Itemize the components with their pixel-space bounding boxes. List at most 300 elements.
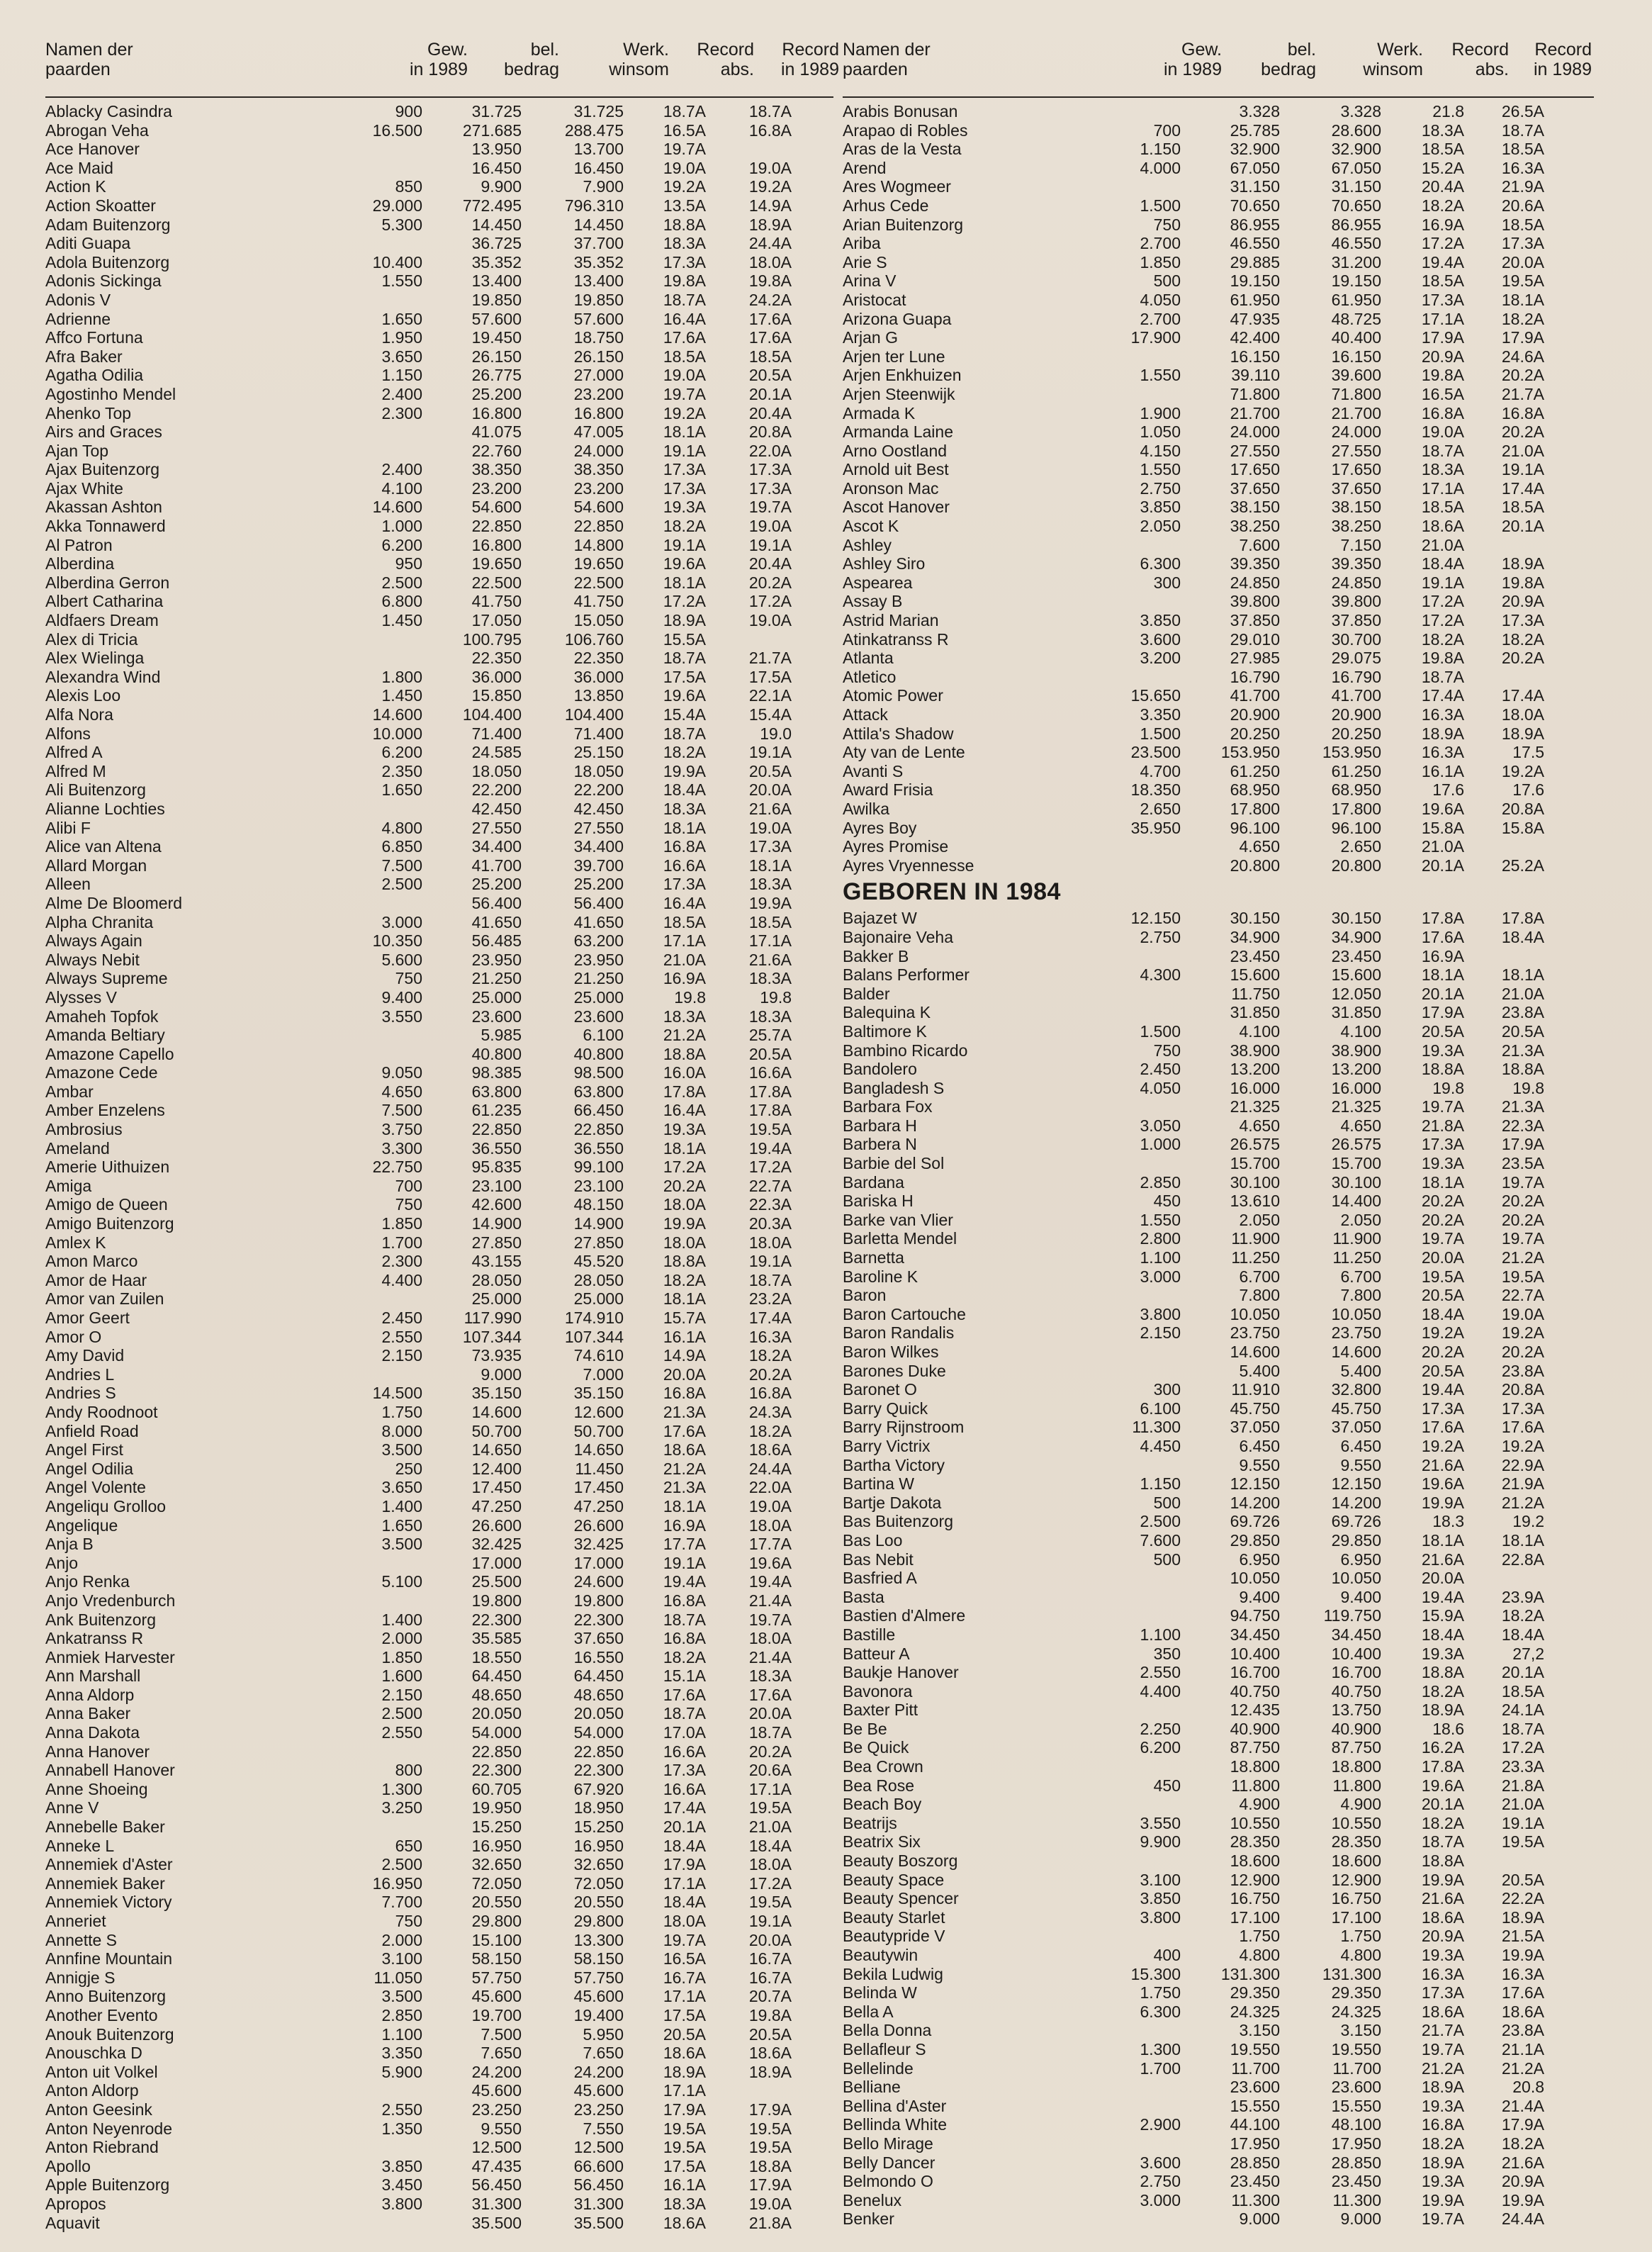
table-row bbox=[45, 479, 833, 498]
cell-werk: 22.500 bbox=[573, 573, 624, 592]
cell-bel: 11.900 bbox=[1231, 1229, 1280, 1248]
cell-name: Arnold uit Best bbox=[843, 460, 949, 479]
cell-name: Bellina d'Aster bbox=[843, 2096, 947, 2115]
table-row bbox=[45, 951, 833, 970]
cell-werk: 16.750 bbox=[1331, 1889, 1381, 1908]
cell-gew: 2.850 bbox=[381, 2005, 422, 2024]
cell-rec-abs: 17.5A bbox=[663, 2005, 706, 2024]
cell-rec-abs: 19.3A bbox=[1421, 2172, 1464, 2191]
cell-bel: 63.800 bbox=[471, 1082, 522, 1101]
cell-rec-1989: 19.2 bbox=[1512, 1512, 1544, 1531]
cell-name: Abrogan Veha bbox=[45, 121, 149, 140]
cell-name: Ankatranss R bbox=[45, 1629, 144, 1648]
cell-rec-1989: 17.9A bbox=[1501, 328, 1544, 347]
cell-rec-abs: 16.3A bbox=[1421, 1964, 1464, 1983]
header-werk-line1: Werk. bbox=[623, 40, 669, 60]
cell-bel: 13.200 bbox=[1230, 1060, 1280, 1079]
cell-bel: 14.900 bbox=[471, 1214, 522, 1233]
cell-name: Akassan Ashton bbox=[45, 498, 162, 517]
table-row bbox=[843, 780, 1594, 800]
cell-werk: 3.150 bbox=[1340, 2021, 1381, 2040]
cell-werk: 31.300 bbox=[573, 2194, 624, 2213]
cell-bel: 25.000 bbox=[471, 1289, 522, 1309]
cell-werk: 56.400 bbox=[573, 893, 624, 912]
cell-bel: 16.800 bbox=[471, 535, 522, 554]
cell-name: Balequina K bbox=[843, 1003, 931, 1022]
cell-rec-abs: 19.8 bbox=[674, 987, 706, 1007]
cell-werk: 71.800 bbox=[1331, 384, 1381, 403]
cell-rec-1989: 20.1A bbox=[1501, 517, 1544, 536]
cell-rec-abs: 17.0A bbox=[663, 1723, 706, 1742]
cell-bel: 22.500 bbox=[471, 573, 522, 592]
cell-rec-1989: 18.2A bbox=[748, 1421, 792, 1440]
cell-bel: 29.010 bbox=[1230, 629, 1280, 649]
cell-rec-abs: 18.2A bbox=[663, 743, 706, 762]
cell-gew: 3.550 bbox=[1140, 1813, 1181, 1832]
table-row bbox=[843, 385, 1594, 404]
cell-bel: 10.400 bbox=[1230, 1644, 1280, 1663]
cell-name: Barbera N bbox=[843, 1135, 917, 1154]
cell-bel: 19.450 bbox=[471, 328, 522, 347]
table-row bbox=[843, 2134, 1594, 2153]
table-row bbox=[45, 1026, 833, 1045]
cell-bel: 23.600 bbox=[471, 1007, 522, 1026]
cell-gew: 2.550 bbox=[381, 2100, 422, 2119]
cell-bel: 98.385 bbox=[471, 1063, 522, 1082]
cell-bel: 21.700 bbox=[1230, 403, 1280, 422]
cell-werk: 37.050 bbox=[1331, 1418, 1381, 1437]
cell-bel: 38.350 bbox=[471, 460, 522, 479]
cell-werk: 28.850 bbox=[1331, 2153, 1381, 2172]
table-row bbox=[843, 442, 1594, 461]
table-row bbox=[843, 1757, 1594, 1776]
cell-bel: 38.150 bbox=[1230, 498, 1280, 517]
cell-rec-abs: 21.6A bbox=[1421, 1455, 1464, 1474]
cell-gew: 1.750 bbox=[381, 1402, 422, 1421]
cell-bel: 37.050 bbox=[1230, 1418, 1280, 1437]
cell-werk: 1.750 bbox=[1340, 1927, 1381, 1946]
cell-rec-1989: 20.7A bbox=[748, 1987, 792, 2006]
cell-gew: 3.750 bbox=[381, 1120, 422, 1139]
table-row bbox=[45, 422, 833, 442]
cell-gew: 2.250 bbox=[1140, 1719, 1181, 1738]
cell-rec-1989: 19.0A bbox=[748, 2194, 792, 2213]
table-row bbox=[843, 705, 1594, 724]
cell-rec-1989: 18.2A bbox=[748, 1346, 792, 1365]
cell-gew: 2.300 bbox=[381, 403, 422, 422]
cell-werk: 69.726 bbox=[1331, 1512, 1381, 1531]
cell-bel: 41.750 bbox=[471, 592, 522, 611]
cell-bel: 23.750 bbox=[1230, 1323, 1280, 1343]
cell-rec-1989: 19.9A bbox=[1501, 2190, 1544, 2209]
header-rec-1989-line2: in 1989 bbox=[1533, 60, 1592, 79]
cell-name: Barbie del Sol bbox=[843, 1154, 945, 1173]
table-row bbox=[45, 366, 833, 385]
cell-rec-abs: 18.7A bbox=[663, 290, 706, 309]
cell-name: Amor O bbox=[45, 1327, 102, 1346]
cell-rec-1989: 18.3A bbox=[748, 1666, 792, 1686]
cell-bel: 42.400 bbox=[1230, 328, 1280, 347]
cell-rec-abs: 21.2A bbox=[663, 1459, 706, 1478]
cell-bel: 104.400 bbox=[462, 705, 522, 724]
cell-gew: 2.050 bbox=[1140, 517, 1181, 536]
cell-werk: 54.600 bbox=[573, 498, 624, 517]
cell-name: Ajax Buitenzorg bbox=[45, 460, 160, 479]
table-row bbox=[45, 2044, 833, 2063]
cell-rec-1989: 21.6A bbox=[1501, 2153, 1544, 2172]
cell-rec-abs: 16.9A bbox=[1421, 946, 1464, 965]
cell-name: Arabis Bonusan bbox=[843, 102, 958, 121]
cell-bel: 37.850 bbox=[1230, 611, 1280, 630]
cell-rec-1989: 17.6A bbox=[748, 309, 792, 328]
cell-gew: 1.100 bbox=[1140, 1625, 1181, 1644]
cell-werk: 40.800 bbox=[573, 1044, 624, 1063]
table-row bbox=[45, 2138, 833, 2157]
cell-bel: 69.726 bbox=[1230, 1512, 1280, 1531]
cell-rec-abs: 18.4A bbox=[1421, 1304, 1464, 1323]
cell-rec-abs: 16.9A bbox=[663, 1516, 706, 1535]
cell-rec-abs: 18.8A bbox=[1421, 1663, 1464, 1682]
cell-werk: 7.650 bbox=[583, 2044, 624, 2063]
cell-werk: 13.750 bbox=[1331, 1701, 1381, 1720]
cell-gew: 16.950 bbox=[372, 1873, 422, 1893]
table-row bbox=[843, 2097, 1594, 2116]
cell-werk: 23.200 bbox=[573, 384, 624, 403]
cell-bel: 28.050 bbox=[471, 1270, 522, 1289]
cell-bel: 7.600 bbox=[1239, 535, 1280, 554]
cell-rec-1989: 19.6A bbox=[748, 1553, 792, 1572]
cell-rec-1989: 19.0A bbox=[748, 611, 792, 630]
cell-rec-abs: 20.9A bbox=[1421, 347, 1464, 366]
cell-bel: 6.450 bbox=[1239, 1436, 1280, 1455]
cell-werk: 30.100 bbox=[1331, 1172, 1381, 1192]
cell-name: Bastien d'Almere bbox=[843, 1606, 966, 1625]
cell-gew: 2.000 bbox=[381, 1930, 422, 1949]
table-row bbox=[843, 2002, 1594, 2022]
cell-rec-1989: 17.6A bbox=[1501, 1983, 1544, 2002]
table-row bbox=[45, 140, 833, 159]
cell-werk: 38.150 bbox=[1331, 498, 1381, 517]
table-row bbox=[843, 2078, 1594, 2097]
cell-rec-abs: 18.1A bbox=[663, 1496, 706, 1516]
cell-bel: 16.750 bbox=[1230, 1889, 1280, 1908]
cell-rec-abs: 17.9A bbox=[1421, 1003, 1464, 1022]
cell-name: Attila's Shadow bbox=[843, 724, 954, 743]
cell-bel: 22.850 bbox=[471, 517, 522, 536]
table-row bbox=[45, 1365, 833, 1384]
cell-bel: 35.352 bbox=[471, 252, 522, 271]
cell-rec-abs: 16.8A bbox=[663, 1591, 706, 1610]
cell-rec-abs: 19.1A bbox=[663, 441, 706, 460]
cell-bel: 61.950 bbox=[1230, 290, 1280, 309]
cell-bel: 32.650 bbox=[471, 1855, 522, 1874]
cell-bel: 71.800 bbox=[1230, 384, 1280, 403]
cell-werk: 17.650 bbox=[1331, 460, 1381, 479]
cell-bel: 46.550 bbox=[1230, 234, 1280, 253]
cell-name: Akka Tonnawerd bbox=[45, 517, 166, 536]
table-row bbox=[843, 1135, 1594, 1154]
cell-rec-1989: 19.0A bbox=[748, 818, 792, 837]
cell-gew: 1.300 bbox=[1140, 2039, 1181, 2058]
cell-rec-1989: 17.2A bbox=[748, 1873, 792, 1893]
cell-rec-1989: 16.7A bbox=[748, 1968, 792, 1987]
cell-name: Amor van Zuilen bbox=[45, 1289, 164, 1309]
cell-gew: 2.450 bbox=[381, 1309, 422, 1327]
table-row bbox=[843, 1248, 1594, 1267]
cell-werk: 99.100 bbox=[573, 1158, 624, 1177]
cell-bel: 10.550 bbox=[1230, 1813, 1280, 1832]
cell-rec-1989: 23.8A bbox=[1501, 2021, 1544, 2040]
table-row bbox=[843, 1173, 1594, 1192]
cell-name: Beautypride V bbox=[843, 1927, 945, 1946]
cell-rec-abs: 19.7A bbox=[663, 1930, 706, 1949]
cell-rec-1989: 19.5A bbox=[748, 2119, 792, 2138]
table-row bbox=[843, 1192, 1594, 1211]
cell-rec-abs: 17.2A bbox=[663, 592, 706, 611]
cell-gew: 3.600 bbox=[1140, 629, 1181, 649]
cell-rec-abs: 15.1A bbox=[663, 1666, 706, 1686]
cell-rec-abs: 18.7A bbox=[663, 724, 706, 743]
cell-werk: 71.400 bbox=[573, 724, 624, 743]
cell-gew: 5.300 bbox=[381, 215, 422, 234]
cell-gew: 500 bbox=[1153, 271, 1181, 291]
cell-werk: 37.700 bbox=[573, 234, 624, 253]
cell-rec-1989: 18.3A bbox=[748, 969, 792, 988]
cell-rec-1989: 19.8A bbox=[748, 2005, 792, 2024]
cell-rec-1989: 22.1A bbox=[748, 686, 792, 705]
table-row bbox=[843, 909, 1594, 928]
cell-name: Amigo Buitenzorg bbox=[45, 1214, 174, 1233]
cell-rec-1989: 17.9A bbox=[1501, 1135, 1544, 1154]
table-row bbox=[45, 1403, 833, 1422]
cell-gew: 1.050 bbox=[1140, 422, 1181, 442]
cell-werk: 13.400 bbox=[573, 271, 624, 291]
cell-werk: 45.600 bbox=[573, 2081, 624, 2100]
table-row bbox=[45, 2195, 833, 2214]
table-row bbox=[45, 1591, 833, 1610]
cell-bel: 16.800 bbox=[471, 403, 522, 422]
cell-rec-1989: 24.2A bbox=[748, 290, 792, 309]
cell-rec-abs: 18.1A bbox=[663, 573, 706, 592]
cell-rec-abs: 17.1A bbox=[663, 2081, 706, 2100]
cell-rec-abs: 20.2A bbox=[1421, 1210, 1464, 1229]
cell-bel: 24.325 bbox=[1230, 2002, 1280, 2021]
cell-rec-abs: 18.7A bbox=[663, 649, 706, 668]
header-gew-line2: in 1989 bbox=[409, 60, 468, 79]
cell-bel: 1.750 bbox=[1239, 1927, 1280, 1946]
cell-name: Bandolero bbox=[843, 1060, 917, 1079]
cell-bel: 19.150 bbox=[1230, 271, 1280, 291]
cell-bel: 27.985 bbox=[1230, 649, 1280, 668]
cell-name: Anne Shoeing bbox=[45, 1779, 148, 1798]
cell-werk: 29.075 bbox=[1331, 649, 1381, 668]
cell-rec-1989: 18.9A bbox=[1501, 1908, 1544, 1927]
table-row bbox=[843, 985, 1594, 1004]
cell-bel: 40.800 bbox=[471, 1044, 522, 1063]
cell-bel: 25.200 bbox=[471, 875, 522, 894]
cell-rec-abs: 18.9A bbox=[1421, 2153, 1464, 2172]
cell-rec-abs: 19.3A bbox=[663, 498, 706, 517]
cell-werk: 174.910 bbox=[564, 1309, 624, 1327]
cell-gew: 1.500 bbox=[1140, 1021, 1181, 1041]
cell-werk: 6.950 bbox=[1340, 1550, 1381, 1569]
cell-gew: 7.500 bbox=[381, 1101, 422, 1120]
cell-rec-1989: 19.2A bbox=[1501, 761, 1544, 780]
cell-name: Anno Buitenzorg bbox=[45, 1987, 167, 2006]
cell-gew: 500 bbox=[1153, 1493, 1181, 1512]
cell-rec-1989: 19.5A bbox=[1501, 1267, 1544, 1286]
cell-name: Belly Dancer bbox=[843, 2153, 935, 2172]
cell-gew: 1.300 bbox=[381, 1779, 422, 1798]
cell-name: Amon Marco bbox=[45, 1252, 138, 1271]
cell-rec-abs: 21.6A bbox=[1421, 1550, 1464, 1569]
cell-name: Andy Roodnoot bbox=[45, 1402, 158, 1421]
table-row bbox=[45, 121, 833, 140]
cell-bel: 56.400 bbox=[471, 893, 522, 912]
cell-bel: 15.550 bbox=[1230, 2096, 1280, 2115]
cell-rec-abs: 19.6A bbox=[663, 686, 706, 705]
cell-gew: 14.600 bbox=[372, 705, 422, 724]
table-row bbox=[45, 1007, 833, 1026]
cell-rec-1989: 20.2A bbox=[1501, 649, 1544, 668]
cell-name: Belliane bbox=[843, 2078, 901, 2097]
cell-rec-1989: 22.3A bbox=[1501, 1116, 1544, 1135]
cell-werk: 40.400 bbox=[1331, 328, 1381, 347]
cell-werk: 16.790 bbox=[1331, 667, 1381, 686]
table-row bbox=[45, 1422, 833, 1441]
cell-werk: 37.650 bbox=[573, 1629, 624, 1648]
cell-rec-abs: 18.3A bbox=[1421, 121, 1464, 140]
cell-gew: 14.500 bbox=[372, 1384, 422, 1403]
cell-bel: 86.955 bbox=[1230, 215, 1280, 234]
cell-werk: 14.450 bbox=[573, 215, 624, 234]
cell-werk: 24.000 bbox=[1331, 422, 1381, 442]
cell-name: Arjan G bbox=[843, 328, 898, 347]
cell-werk: 41.650 bbox=[573, 912, 624, 931]
cell-gew: 2.550 bbox=[381, 1327, 422, 1346]
cell-rec-1989: 21.4A bbox=[1501, 2096, 1544, 2115]
cell-bel: 19.950 bbox=[471, 1798, 522, 1817]
cell-name: Anouschka D bbox=[45, 2044, 142, 2063]
cell-name: Beach Boy bbox=[843, 1795, 922, 1814]
cell-rec-1989: 20.8A bbox=[1501, 1380, 1544, 1399]
cell-rec-1989: 18.9A bbox=[748, 215, 792, 234]
cell-werk: 47.005 bbox=[573, 422, 624, 442]
cell-name: Ace Maid bbox=[45, 158, 113, 177]
cell-gew: 3.850 bbox=[1140, 611, 1181, 630]
cell-werk: 35.500 bbox=[573, 2213, 624, 2232]
cell-bel: 15.100 bbox=[471, 1930, 522, 1949]
cell-bel: 28.850 bbox=[1230, 2153, 1280, 2172]
table-row bbox=[45, 1478, 833, 1497]
cell-rec-abs: 16.3A bbox=[1421, 705, 1464, 724]
cell-werk: 11.300 bbox=[1332, 2190, 1381, 2209]
cell-bel: 29.885 bbox=[1230, 252, 1280, 271]
cell-name: Bartje Dakota bbox=[843, 1493, 942, 1512]
header-gew-line2: in 1989 bbox=[1163, 60, 1222, 79]
cell-rec-1989: 18.1A bbox=[1501, 1530, 1544, 1550]
cell-rec-abs: 17.3A bbox=[1421, 1135, 1464, 1154]
cell-gew: 6.800 bbox=[381, 592, 422, 611]
cell-rec-abs: 20.0A bbox=[1421, 1569, 1464, 1588]
cell-name: Barnetta bbox=[843, 1248, 904, 1267]
cell-gew: 6.850 bbox=[381, 837, 422, 856]
cell-name: Anne V bbox=[45, 1798, 99, 1817]
cell-gew: 3.100 bbox=[381, 1949, 422, 1968]
right-column bbox=[843, 40, 1594, 2229]
cell-werk: 17.000 bbox=[573, 1553, 624, 1572]
cell-bel: 18.050 bbox=[471, 761, 522, 780]
cell-rec-abs: 17.8A bbox=[663, 1082, 706, 1101]
cell-name: Anton Aldorp bbox=[45, 2081, 139, 2100]
cell-rec-abs: 18.8A bbox=[663, 1044, 706, 1063]
cell-werk: 67.050 bbox=[1331, 158, 1381, 177]
cell-gew: 4.400 bbox=[381, 1270, 422, 1289]
cell-rec-1989: 18.9A bbox=[1501, 554, 1544, 573]
cell-werk: 25.200 bbox=[573, 875, 624, 894]
cell-bel: 18.800 bbox=[1230, 1757, 1280, 1776]
cell-rec-abs: 19.0A bbox=[663, 366, 706, 385]
cell-rec-1989: 17.9A bbox=[1501, 2115, 1544, 2134]
cell-rec-abs: 17.6A bbox=[663, 1421, 706, 1440]
cell-rec-1989: 21.1A bbox=[1501, 2039, 1544, 2058]
table-row bbox=[843, 724, 1594, 744]
cell-gew: 1.000 bbox=[1140, 1135, 1181, 1154]
table-row bbox=[45, 1666, 833, 1686]
table-row bbox=[45, 1704, 833, 1723]
cell-bel: 16.150 bbox=[1230, 347, 1280, 366]
cell-werk: 29.800 bbox=[573, 1912, 624, 1930]
cell-name: Apollo bbox=[45, 2156, 91, 2175]
cell-bel: 96.100 bbox=[1230, 818, 1280, 837]
cell-bel: 41.700 bbox=[1230, 686, 1280, 705]
cell-bel: 30.100 bbox=[1230, 1172, 1280, 1192]
cell-name: Aspearea bbox=[843, 573, 913, 592]
cell-rec-1989: 16.8A bbox=[748, 121, 792, 140]
cell-rec-1989: 18.3A bbox=[748, 1007, 792, 1026]
table-row bbox=[843, 1229, 1594, 1248]
cell-name: Annemiek d'Aster bbox=[45, 1855, 173, 1874]
cell-gew: 8.000 bbox=[381, 1421, 422, 1440]
cell-bel: 54.600 bbox=[471, 498, 522, 517]
cell-bel: 15.250 bbox=[471, 1817, 522, 1837]
cell-bel: 29.850 bbox=[1230, 1530, 1280, 1550]
table-row bbox=[45, 328, 833, 347]
cell-bel: 19.700 bbox=[471, 2005, 522, 2024]
table-row bbox=[45, 1817, 833, 1837]
cell-bel: 37.650 bbox=[1230, 478, 1280, 498]
cell-werk: 107.344 bbox=[564, 1327, 624, 1346]
cell-name: Annebelle Baker bbox=[45, 1817, 165, 1837]
cell-rec-abs: 16.0A bbox=[663, 1063, 706, 1082]
cell-werk: 21.700 bbox=[1331, 403, 1381, 422]
cell-rec-abs: 18.2A bbox=[1421, 1813, 1464, 1832]
table-row bbox=[45, 1177, 833, 1196]
cell-rec-1989: 23.8A bbox=[1501, 1003, 1544, 1022]
cell-name: Anton uit Volkel bbox=[45, 2062, 158, 2081]
cell-rec-1989: 21.4A bbox=[748, 1591, 792, 1610]
cell-name: Arapao di Robles bbox=[843, 121, 968, 140]
cell-rec-1989: 22.8A bbox=[1501, 1550, 1544, 1569]
cell-name: Annigje S bbox=[45, 1968, 116, 1987]
cell-werk: 34.450 bbox=[1331, 1625, 1381, 1644]
cell-rec-1989: 20.8A bbox=[1501, 799, 1544, 818]
cell-bel: 20.050 bbox=[471, 1704, 522, 1723]
cell-rec-1989: 17.8A bbox=[748, 1082, 792, 1101]
table-row bbox=[843, 1927, 1594, 1946]
cell-bel: 7.500 bbox=[481, 2024, 522, 2044]
cell-name: Bellelinde bbox=[843, 2058, 914, 2078]
